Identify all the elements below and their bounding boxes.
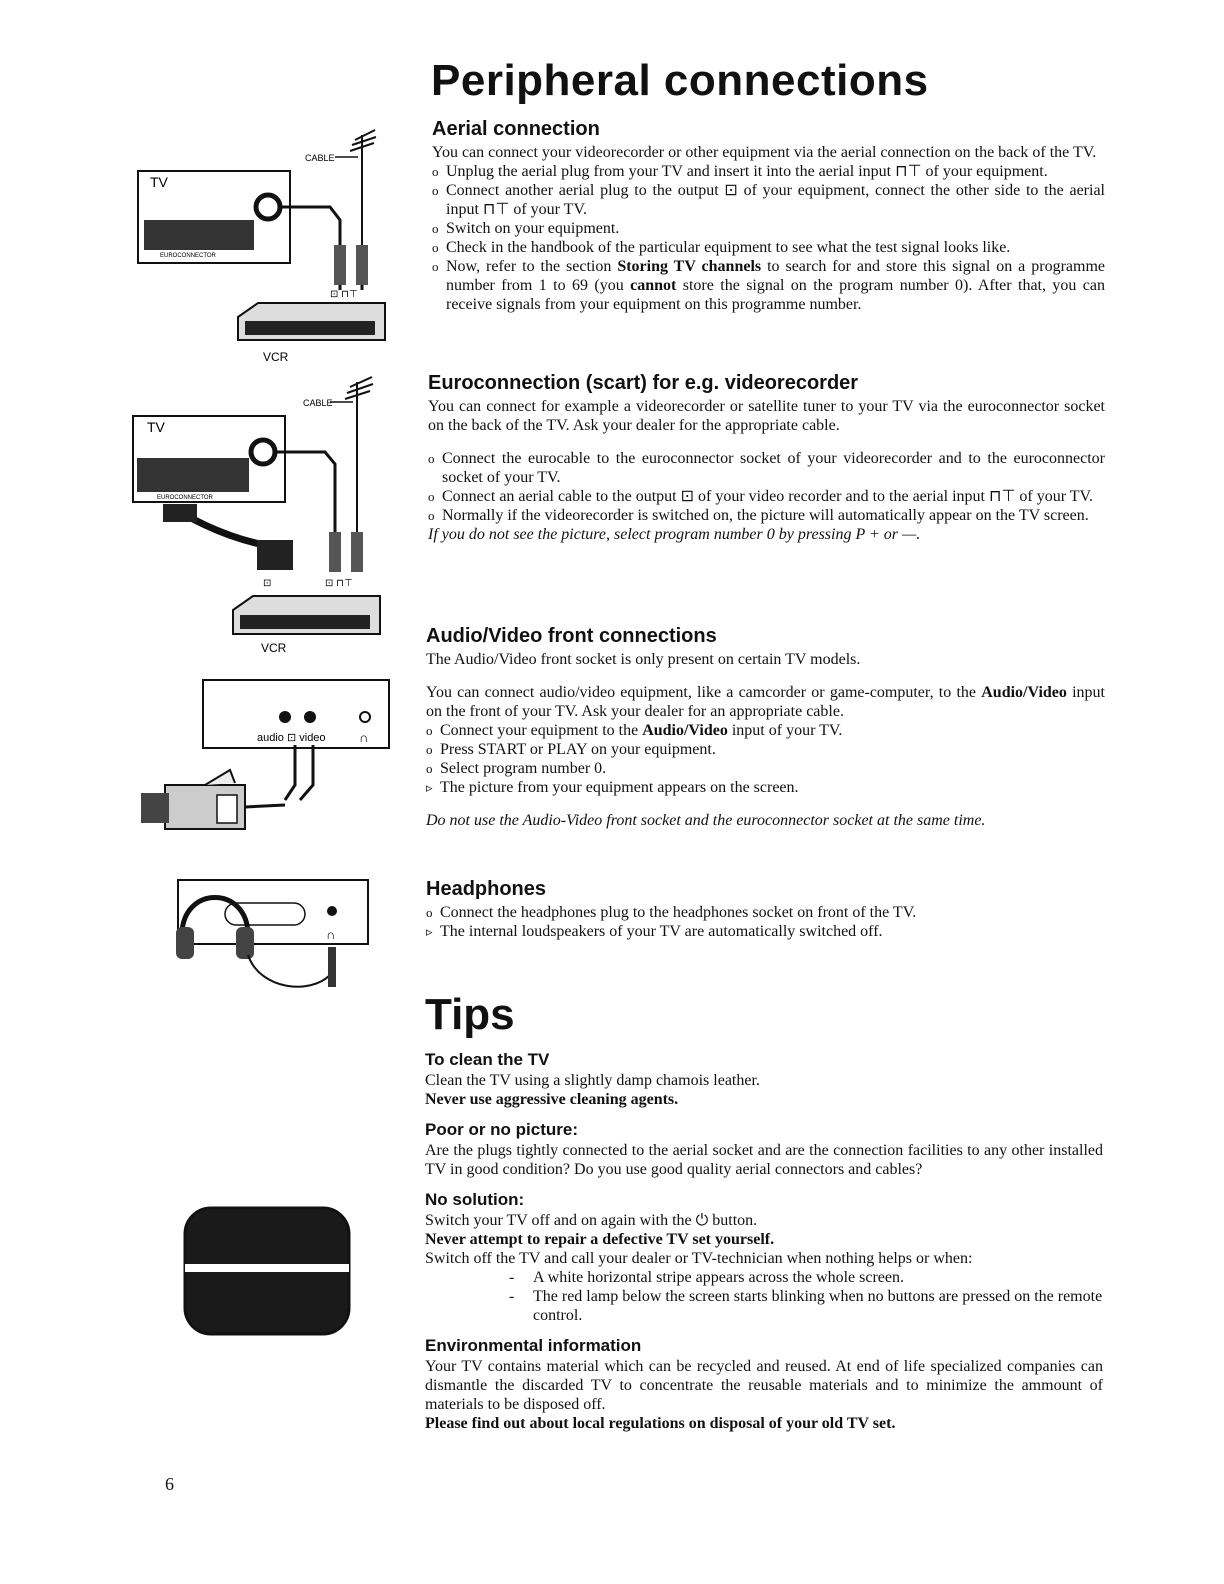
svg-text:∩: ∩ (326, 927, 336, 942)
vcr-label: VCR (261, 641, 287, 655)
paragraph: Your TV contains material which can be recycled and reused. At end of life specialized companies can dismantle the discarded TV to concentrate the reusable materials and to minimize the ammount of materials to be disposed off. (425, 1358, 1103, 1413)
svg-text:⊡ ⊓⊤: ⊡ ⊓⊤ (325, 578, 353, 589)
paragraph: Switch off the TV and call your dealer or TV-technician when nothing helps or when: (425, 1250, 973, 1267)
section-aerial (432, 118, 1105, 314)
note: Do not use the Audio-Video front socket and the euroconnector socket at the same time. (426, 812, 986, 829)
camcorder-icon (141, 770, 245, 829)
tips-title: Tips (425, 990, 515, 1039)
list-item: - The red lamp below the screen starts blinking when no buttons are pressed on the remote control. (509, 1288, 1103, 1324)
tv-label: TV (150, 174, 168, 190)
svg-text:⊡ ⊓⊤: ⊡ ⊓⊤ (330, 289, 358, 300)
list-item: o Press START or PLAY on your equipment. (426, 741, 716, 758)
scart-plug-icon (257, 540, 293, 570)
headphones-diagram (170, 875, 375, 1005)
list-item: o Now, refer to the section Storing TV channels to search for and store this signal on a programme number from 1 to 69 (you cannot store the signal on the program number 0). After that, you can receive signals from your equipment on this programme number. (432, 258, 1106, 313)
paragraph: You can connect your videorecorder or other equipment via the aerial connection on the back of the TV. (432, 144, 1097, 161)
list-item: - A white horizontal stripe appears across the whole screen. (509, 1269, 904, 1286)
section-headphones (426, 878, 1105, 941)
tip-title: Environmental information (425, 1336, 642, 1355)
euroconnection-diagram (125, 372, 395, 660)
svg-text:∩: ∩ (359, 730, 369, 745)
euroconnector-socket (144, 220, 254, 250)
list-item: ▹ The internal loudspeakers of your TV are automatically switched off. (426, 923, 883, 940)
list-item: o Connect an aerial cable to the output ⊡ of your video recorder and to the aerial input ⊓⊤ of your TV. (428, 488, 1094, 505)
euroconnector-label: EUROCONNECTOR (157, 495, 213, 501)
audio-video-front-diagram (135, 675, 400, 835)
tip-title: Poor or no picture: (425, 1120, 578, 1139)
cable-label: CABLE (303, 398, 333, 408)
paragraph: Never use aggressive cleaning agents. (425, 1091, 679, 1108)
tip-title: No solution: (425, 1190, 525, 1209)
list-item: o Select program number 0. (426, 760, 607, 777)
page-title: Peripheral connections (431, 56, 929, 105)
section-title: Euroconnection (scart) for e.g. videorecorder (428, 372, 859, 394)
list-item: o Check in the handbook of the particular equipment to see what the test signal looks like. (432, 239, 1011, 256)
vcr-label: VCR (263, 350, 289, 364)
paragraph: You can connect audio/video equipment, like a camcorder or game-computer, to the Audio/Video input on the front of your TV. Ask your dealer for an appropriate cable. (426, 684, 1105, 720)
paragraph: Are the plugs tightly connected to the aerial socket and are the connection facilities to any other installed TV in good condition? Do you use good quality aerial connectors and cables? (425, 1142, 1103, 1178)
paragraph: Clean the TV using a slightly damp chamois leather. (425, 1072, 760, 1089)
list-item: o Connect the headphones plug to the headphones socket on front of the TV. (426, 904, 917, 921)
paragraph: Switch your TV off and on again with the ⏻ button. (425, 1212, 758, 1229)
list-item: o Connect another aerial plug to the output ⊡ of your equipment, connect the other side to the aerial input ⊓⊤ of your TV. (432, 182, 1105, 218)
white-stripe (185, 1264, 349, 1272)
tv-label: TV (147, 419, 165, 435)
aerial-socket (256, 195, 280, 219)
tv-front-panel (178, 880, 368, 944)
page-number: 6 (165, 1474, 174, 1494)
paragraph: Never attempt to repair a defective TV set yourself. (425, 1231, 775, 1248)
list-item: o Connect your equipment to the Audio/Video input of your TV. (426, 722, 843, 739)
paragraph: The Audio/Video front socket is only present on certain TV models. (426, 651, 861, 668)
section-title: Aerial connection (432, 118, 600, 140)
antenna-icon (345, 377, 373, 557)
audio-video-label: audio ⊡ video (257, 732, 326, 744)
tv-screen-stripe-diagram (183, 1206, 353, 1338)
tips-section (425, 1050, 1103, 1433)
note: If you do not see the picture, select program number 0 by pressing P + or —. (428, 526, 921, 543)
paragraph: Please find out about local regulations on disposal of your old TV set. (425, 1415, 896, 1432)
list-item: o Normally if the videorecorder is switched on, the picture will automatically appear on the TV screen. (428, 507, 1089, 524)
aerial-connection-diagram (130, 125, 400, 370)
antenna-icon (350, 130, 376, 255)
cable-label: CABLE (305, 153, 335, 163)
scart-plug-icon (163, 504, 197, 522)
section-title: Audio/Video front connections (426, 625, 717, 647)
section-title: Headphones (426, 878, 547, 900)
list-item: o Unplug the aerial plug from your TV and insert it into the aerial input ⊓⊤ of your equipment. (432, 163, 1048, 180)
list-item: o Connect the eurocable to the euroconnector socket of your videorecorder and to the euroconnector socket of your TV. (428, 450, 1105, 486)
euroconnector-socket (137, 458, 249, 492)
aerial-socket (251, 440, 275, 464)
list-item: o Switch on your equipment. (432, 220, 620, 237)
section-euroconnection (428, 372, 1105, 544)
euroconnector-label: EUROCONNECTOR (160, 253, 216, 259)
svg-text:⊡: ⊡ (263, 578, 272, 589)
section-audio-video (426, 625, 1105, 830)
paragraph: You can connect for example a videorecorder or satellite tuner to your TV via the euroconnector socket on the back of the TV. Ask your dealer for the appropriate cable. (428, 398, 1105, 434)
tip-title: To clean the TV (425, 1050, 550, 1069)
list-item: ▹ The picture from your equipment appears on the screen. (426, 779, 799, 796)
